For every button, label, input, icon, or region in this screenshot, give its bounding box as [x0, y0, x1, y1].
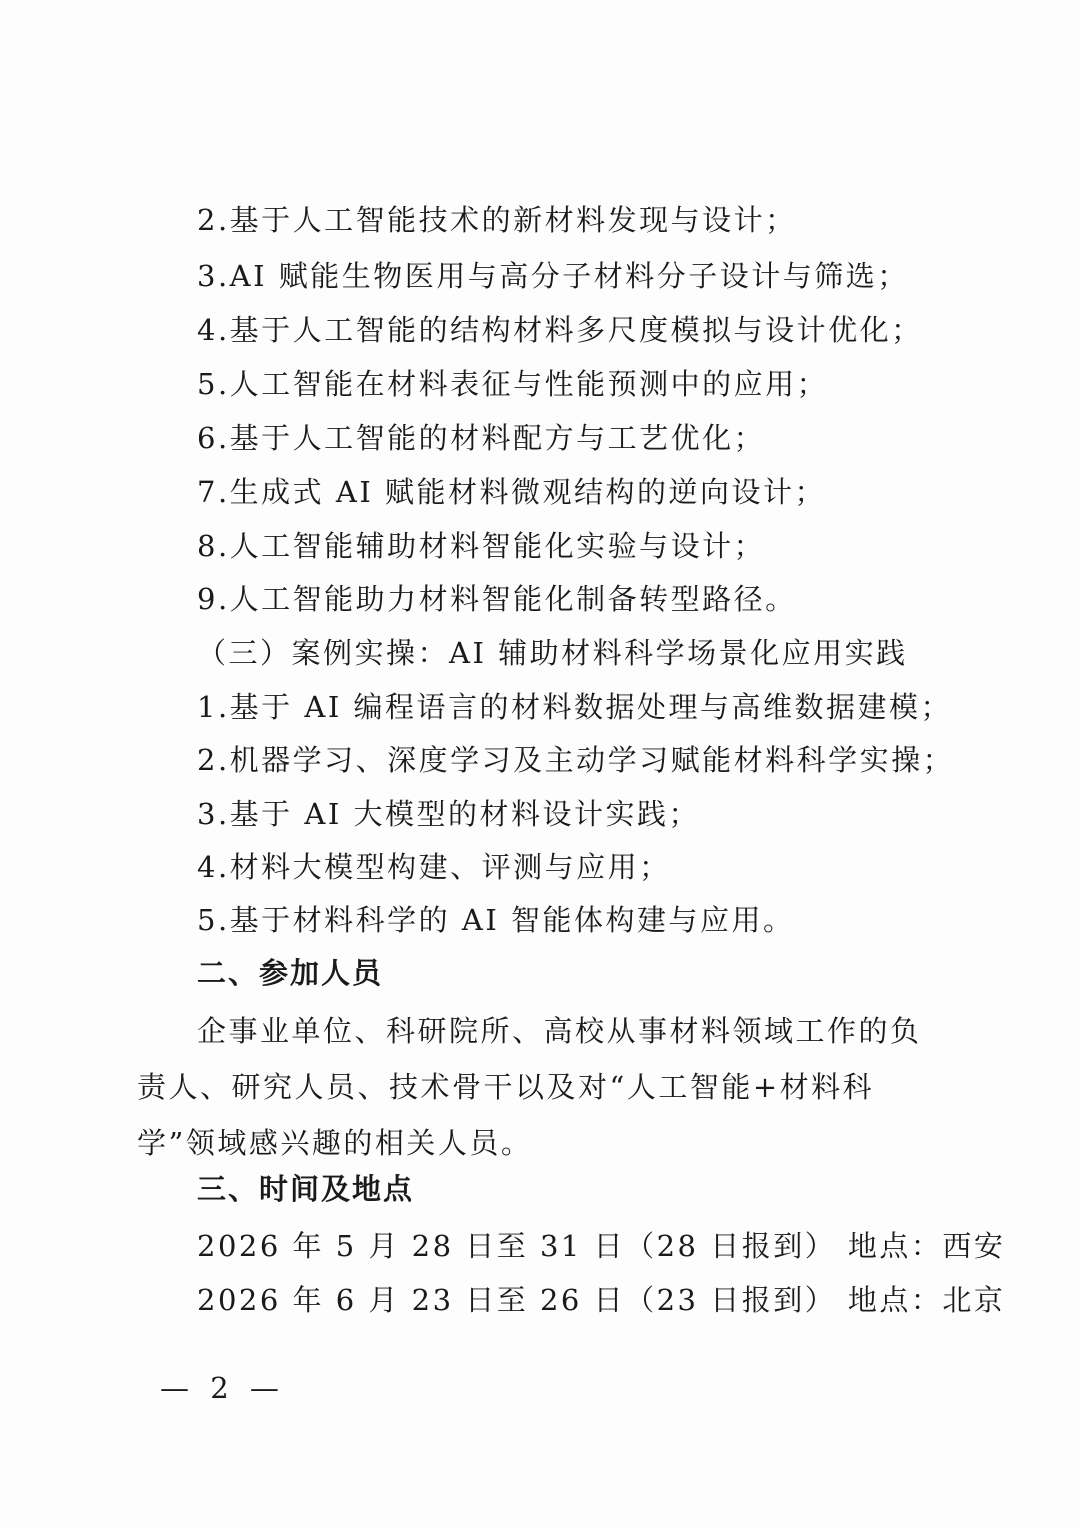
list-item: 5.基于材料科学的 AI 智能体构建与应用。: [197, 903, 795, 937]
schedule-session: 2026 年 5 月 28 日至 31 日（28 日报到） 地点：西安: [197, 1229, 1006, 1263]
section-subtitle: （三）案例实操：AI 辅助材料科学场景化应用实践: [197, 636, 908, 670]
list-item: 9.人工智能助力材料智能化制备转型路径。: [197, 582, 797, 616]
list-item: 7.生成式 AI 赋能材料微观结构的逆向设计；: [197, 475, 827, 509]
list-item: 6.基于人工智能的材料配方与工艺优化；: [197, 421, 766, 455]
list-item: 3.基于 AI 大模型的材料设计实践；: [197, 797, 701, 831]
list-item: 3.AI 赋能生物医用与高分子材料分子设计与筛选；: [197, 259, 909, 293]
list-item: 8.人工智能辅助材料智能化实验与设计；: [197, 529, 766, 563]
section-heading-participants: 二、参加人员: [197, 956, 384, 990]
list-item: 2.机器学习、深度学习及主动学习赋能材料科学实操；: [197, 743, 955, 777]
section-heading-schedule: 三、时间及地点: [197, 1172, 415, 1206]
list-item: 4.基于人工智能的结构材料多尺度模拟与设计优化；: [197, 313, 923, 347]
participants-paragraph: 企事业单位、科研院所、高校从事材料领域工作的负责人、研究人员、技术骨干以及对“人工智能+材料科学”领域感兴趣的相关人员。: [137, 1014, 922, 1160]
list-item: 1.基于 AI 编程语言的材料数据处理与高维数据建模；: [197, 690, 953, 724]
list-item: 2.基于人工智能技术的新材料发现与设计；: [197, 203, 797, 237]
schedule-session: 2026 年 6 月 23 日至 26 日（23 日报到） 地点：北京: [197, 1283, 1006, 1317]
page-number: — 2 —: [160, 1371, 285, 1405]
list-item: 5.人工智能在材料表征与性能预测中的应用；: [197, 367, 829, 401]
list-item: 4.材料大模型构建、评测与应用；: [197, 850, 671, 884]
